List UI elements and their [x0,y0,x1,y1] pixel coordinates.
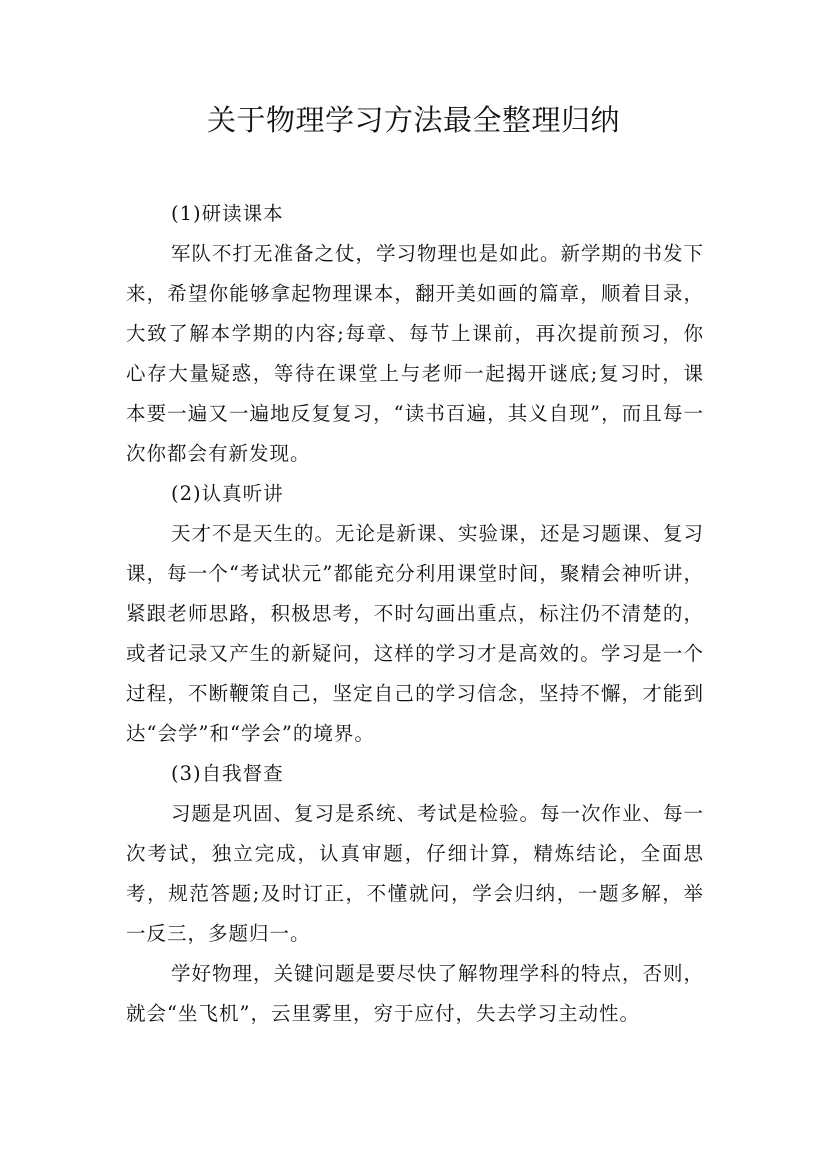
section-heading-3: (3)自我督查 [171,762,284,785]
page-title: 关于物理学习方法最全整理归纳 [206,103,620,137]
section-heading-1: (1)研读课本 [171,202,284,225]
document-body [126,194,704,1034]
section-paragraph-3: 习题是巩固、复习是系统、考试是检验。每一次作业、每一次考试，独立完成，认真审题，仔细计算，精炼结论，全面思考，规范答题;及时订正，不懂就问，学会归纳，一题多解，举一反三，多题归一。 [126,802,705,945]
section-paragraph-1: 军队不打无准备之仗，学习物理也是如此。新学期的书发下来，希望你能够拿起物理课本，翻开美如画的篇章，顺着目录，大致了解本学期的内容;每章、每节上课前，再次提前预习，你心存大量疑惑，等待在课堂上与老师一起揭开谜底;复习时，课本要一遍又一遍地反复复习，“读书百遍，其义自现”，而且每一次你都会有新发现。 [126,242,705,465]
closing-paragraph: 学好物理，关键问题是要尽快了解物理学科的特点，否则，就会“坐飞机”，云里雾里，穷于应付，失去学习主动性。 [126,962,705,1025]
section-paragraph-2: 天才不是天生的。无论是新课、实验课，还是习题课、复习课，每一个“考试状元”都能充分利用课堂时间，聚精会神听讲，紧跟老师思路，积极思考，不时勾画出重点，标注仍不清楚的，或者记录又产生的新疑问，这样的学习才是高效的。学习是一个过程，不断鞭策自己，坚定自己的学习信念，坚持不懈，才能到达“会学”和“学会”的境界。 [126,522,705,745]
section-heading-2: (2)认真听讲 [171,482,284,505]
